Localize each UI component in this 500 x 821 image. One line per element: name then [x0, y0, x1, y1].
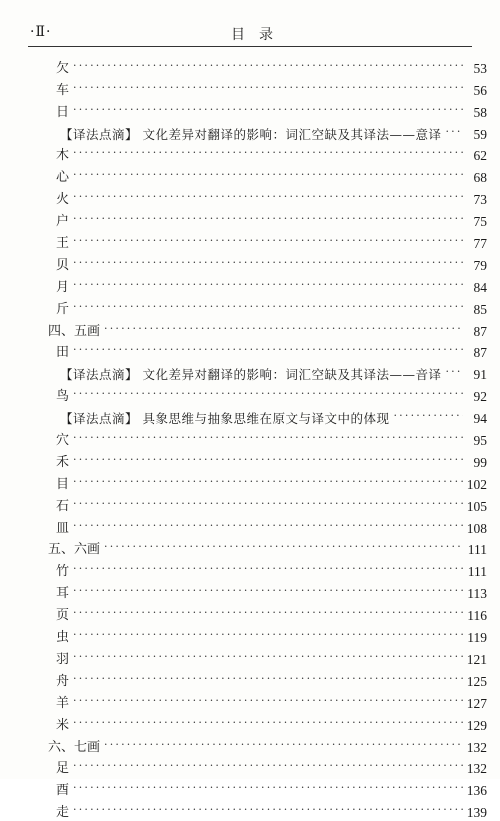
toc-entry-page: 85 [473, 301, 487, 317]
toc-entry-page: 127 [466, 695, 487, 711]
toc-entry [48, 602, 487, 624]
toc-entry-label: 心 [56, 170, 70, 186]
toc-entry-page: 111 [467, 542, 487, 558]
toc-entry-label: 舟 [56, 673, 70, 689]
toc-entry [48, 274, 487, 296]
dot-leader [73, 474, 463, 490]
toc-entry-tip [48, 361, 487, 383]
dot-leader [73, 80, 463, 96]
dot-leader [73, 58, 463, 74]
toc-entry-label: 火 [56, 192, 70, 208]
toc-entry-tip [48, 121, 487, 143]
toc-entry-label: 四、五画 [48, 323, 101, 339]
toc-entry-label: 羊 [56, 695, 70, 711]
toc-entry [48, 493, 487, 515]
toc-entry-label: 斤 [56, 301, 70, 317]
toc-entry-label: 木 [56, 148, 70, 164]
toc-entry-page: 94 [473, 411, 487, 427]
table-of-contents [48, 55, 487, 821]
dot-leader [73, 386, 463, 402]
toc-entry-page: 91 [473, 367, 487, 383]
dot-leader [73, 627, 463, 643]
dot-leader [73, 518, 463, 534]
toc-entry-label: 【译法点滴】 文化差异对翻译的影响：词汇空缺及其译法——意译 [60, 126, 442, 142]
toc-entry-page: 99 [473, 454, 487, 470]
dot-leader [73, 561, 463, 577]
toc-entry-label: 贝 [56, 257, 70, 273]
toc-entry-label: 月 [56, 279, 70, 295]
dot-leader [73, 605, 463, 621]
dot-leader [73, 583, 463, 599]
toc-entry-page: 79 [473, 257, 487, 273]
toc-entry-page: 108 [466, 520, 487, 536]
toc-section-heading [48, 537, 487, 559]
toc-entry-page: 75 [473, 214, 487, 230]
toc-entry [48, 230, 487, 252]
toc-entry-page: 53 [473, 60, 487, 76]
dot-leader [73, 167, 463, 183]
toc-entry [48, 777, 487, 799]
toc-entry-label: 王 [56, 236, 70, 252]
page-number: ·Ⅱ· [30, 24, 52, 40]
dot-leader [73, 189, 463, 205]
toc-entry-label: 日 [56, 104, 70, 120]
toc-section-heading [48, 318, 487, 340]
toc-entry-page: 132 [466, 761, 487, 777]
toc-entry-label: 米 [56, 717, 70, 733]
toc-entry-label: 穴 [56, 433, 70, 449]
toc-entry [48, 77, 487, 99]
dot-leader [73, 255, 463, 271]
dot-leader [73, 715, 463, 731]
toc-entry [48, 427, 487, 449]
toc-entry-page: 111 [467, 564, 487, 580]
toc-entry [48, 383, 487, 405]
toc-entry-label: 田 [56, 345, 70, 361]
toc-entry [48, 340, 487, 362]
toc-entry [48, 296, 487, 318]
dot-leader [73, 342, 463, 358]
toc-entry-page: 105 [466, 498, 487, 514]
toc-entry-label: 虫 [56, 630, 70, 646]
toc-entry [48, 558, 487, 580]
toc-entry-page: 132 [466, 739, 487, 755]
toc-entry-page: 139 [466, 805, 487, 821]
dot-leader [104, 539, 463, 555]
toc-entry-label: 页 [56, 608, 70, 624]
dot-leader [445, 124, 463, 140]
toc-entry [48, 712, 487, 734]
dot-leader [445, 364, 463, 380]
toc-entry-label: 五、六画 [48, 542, 101, 558]
dot-leader [104, 737, 463, 753]
toc-entry-page: 77 [473, 236, 487, 252]
toc-entry-page: 84 [473, 279, 487, 295]
toc-entry [48, 624, 487, 646]
toc-entry-page: 121 [466, 651, 487, 667]
toc-entry [48, 690, 487, 712]
toc-entry-label: 石 [56, 498, 70, 514]
toc-entry-page: 113 [467, 586, 487, 602]
toc-entry-page: 119 [467, 630, 487, 646]
toc-entry [48, 756, 487, 778]
toc-entry-label: 酉 [56, 783, 70, 799]
dot-leader [73, 758, 463, 774]
dot-leader [73, 780, 463, 796]
dot-leader [73, 102, 463, 118]
dot-leader [73, 277, 463, 293]
toc-entry-label: 皿 [56, 520, 70, 536]
dot-leader [73, 671, 463, 687]
toc-entry-label: 足 [56, 761, 70, 777]
dot-leader [393, 408, 463, 424]
toc-entry-page: 62 [473, 148, 487, 164]
toc-entry [48, 186, 487, 208]
toc-entry-page: 129 [466, 717, 487, 733]
dot-leader [73, 693, 463, 709]
toc-entry [48, 799, 487, 821]
dot-leader [73, 452, 463, 468]
toc-entry-label: 竹 [56, 564, 70, 580]
toc-entry [48, 580, 487, 602]
toc-entry [48, 55, 487, 77]
toc-entry [48, 208, 487, 230]
toc-entry-page: 95 [473, 433, 487, 449]
toc-entry [48, 515, 487, 537]
toc-entry-label: 户 [56, 214, 70, 230]
toc-entry-label: 耳 [56, 586, 70, 602]
toc-entry-page: 136 [466, 783, 487, 799]
toc-entry-label: 走 [56, 805, 70, 821]
toc-entry-label: 鸟 [56, 389, 70, 405]
dot-leader [104, 321, 463, 337]
toc-entry-label: 【译法点滴】 文化差异对翻译的影响：词汇空缺及其译法——音译 [60, 367, 442, 383]
page-header [28, 22, 472, 44]
toc-entry-page: 87 [473, 345, 487, 361]
dot-leader [73, 802, 463, 818]
toc-entry-tip [48, 405, 487, 427]
toc-entry [48, 143, 487, 165]
dot-leader [73, 211, 463, 227]
toc-entry [48, 668, 487, 690]
dot-leader [73, 299, 463, 315]
toc-entry-page: 59 [473, 126, 487, 142]
toc-entry-page: 92 [473, 389, 487, 405]
toc-entry-page: 125 [466, 673, 487, 689]
toc-entry [48, 646, 487, 668]
toc-entry-page: 68 [473, 170, 487, 186]
dot-leader [73, 233, 463, 249]
dot-leader [73, 145, 463, 161]
toc-section-heading [48, 734, 487, 756]
toc-entry [48, 471, 487, 493]
toc-entry-label: 羽 [56, 651, 70, 667]
toc-entry [48, 449, 487, 471]
toc-entry-label: 目 [56, 476, 70, 492]
toc-entry-page: 56 [473, 82, 487, 98]
toc-entry-page: 116 [467, 608, 487, 624]
toc-entry-page: 87 [473, 323, 487, 339]
toc-entry-label: 禾 [56, 454, 70, 470]
toc-entry-page: 58 [473, 104, 487, 120]
toc-entry-label: 六、七画 [48, 739, 101, 755]
header-rule [28, 46, 472, 47]
toc-entry-label: 【译法点滴】 具象思维与抽象思维在原文与译文中的体现 [60, 411, 390, 427]
toc-entry [48, 164, 487, 186]
dot-leader [73, 430, 463, 446]
toc-entry [48, 252, 487, 274]
toc-entry-page: 73 [473, 192, 487, 208]
dot-leader [73, 496, 463, 512]
toc-entry-page: 102 [466, 476, 487, 492]
running-title: 目录 [231, 27, 287, 43]
toc-entry [48, 99, 487, 121]
toc-entry-label: 欠 [56, 60, 70, 76]
dot-leader [73, 649, 463, 665]
toc-entry-label: 车 [56, 82, 70, 98]
